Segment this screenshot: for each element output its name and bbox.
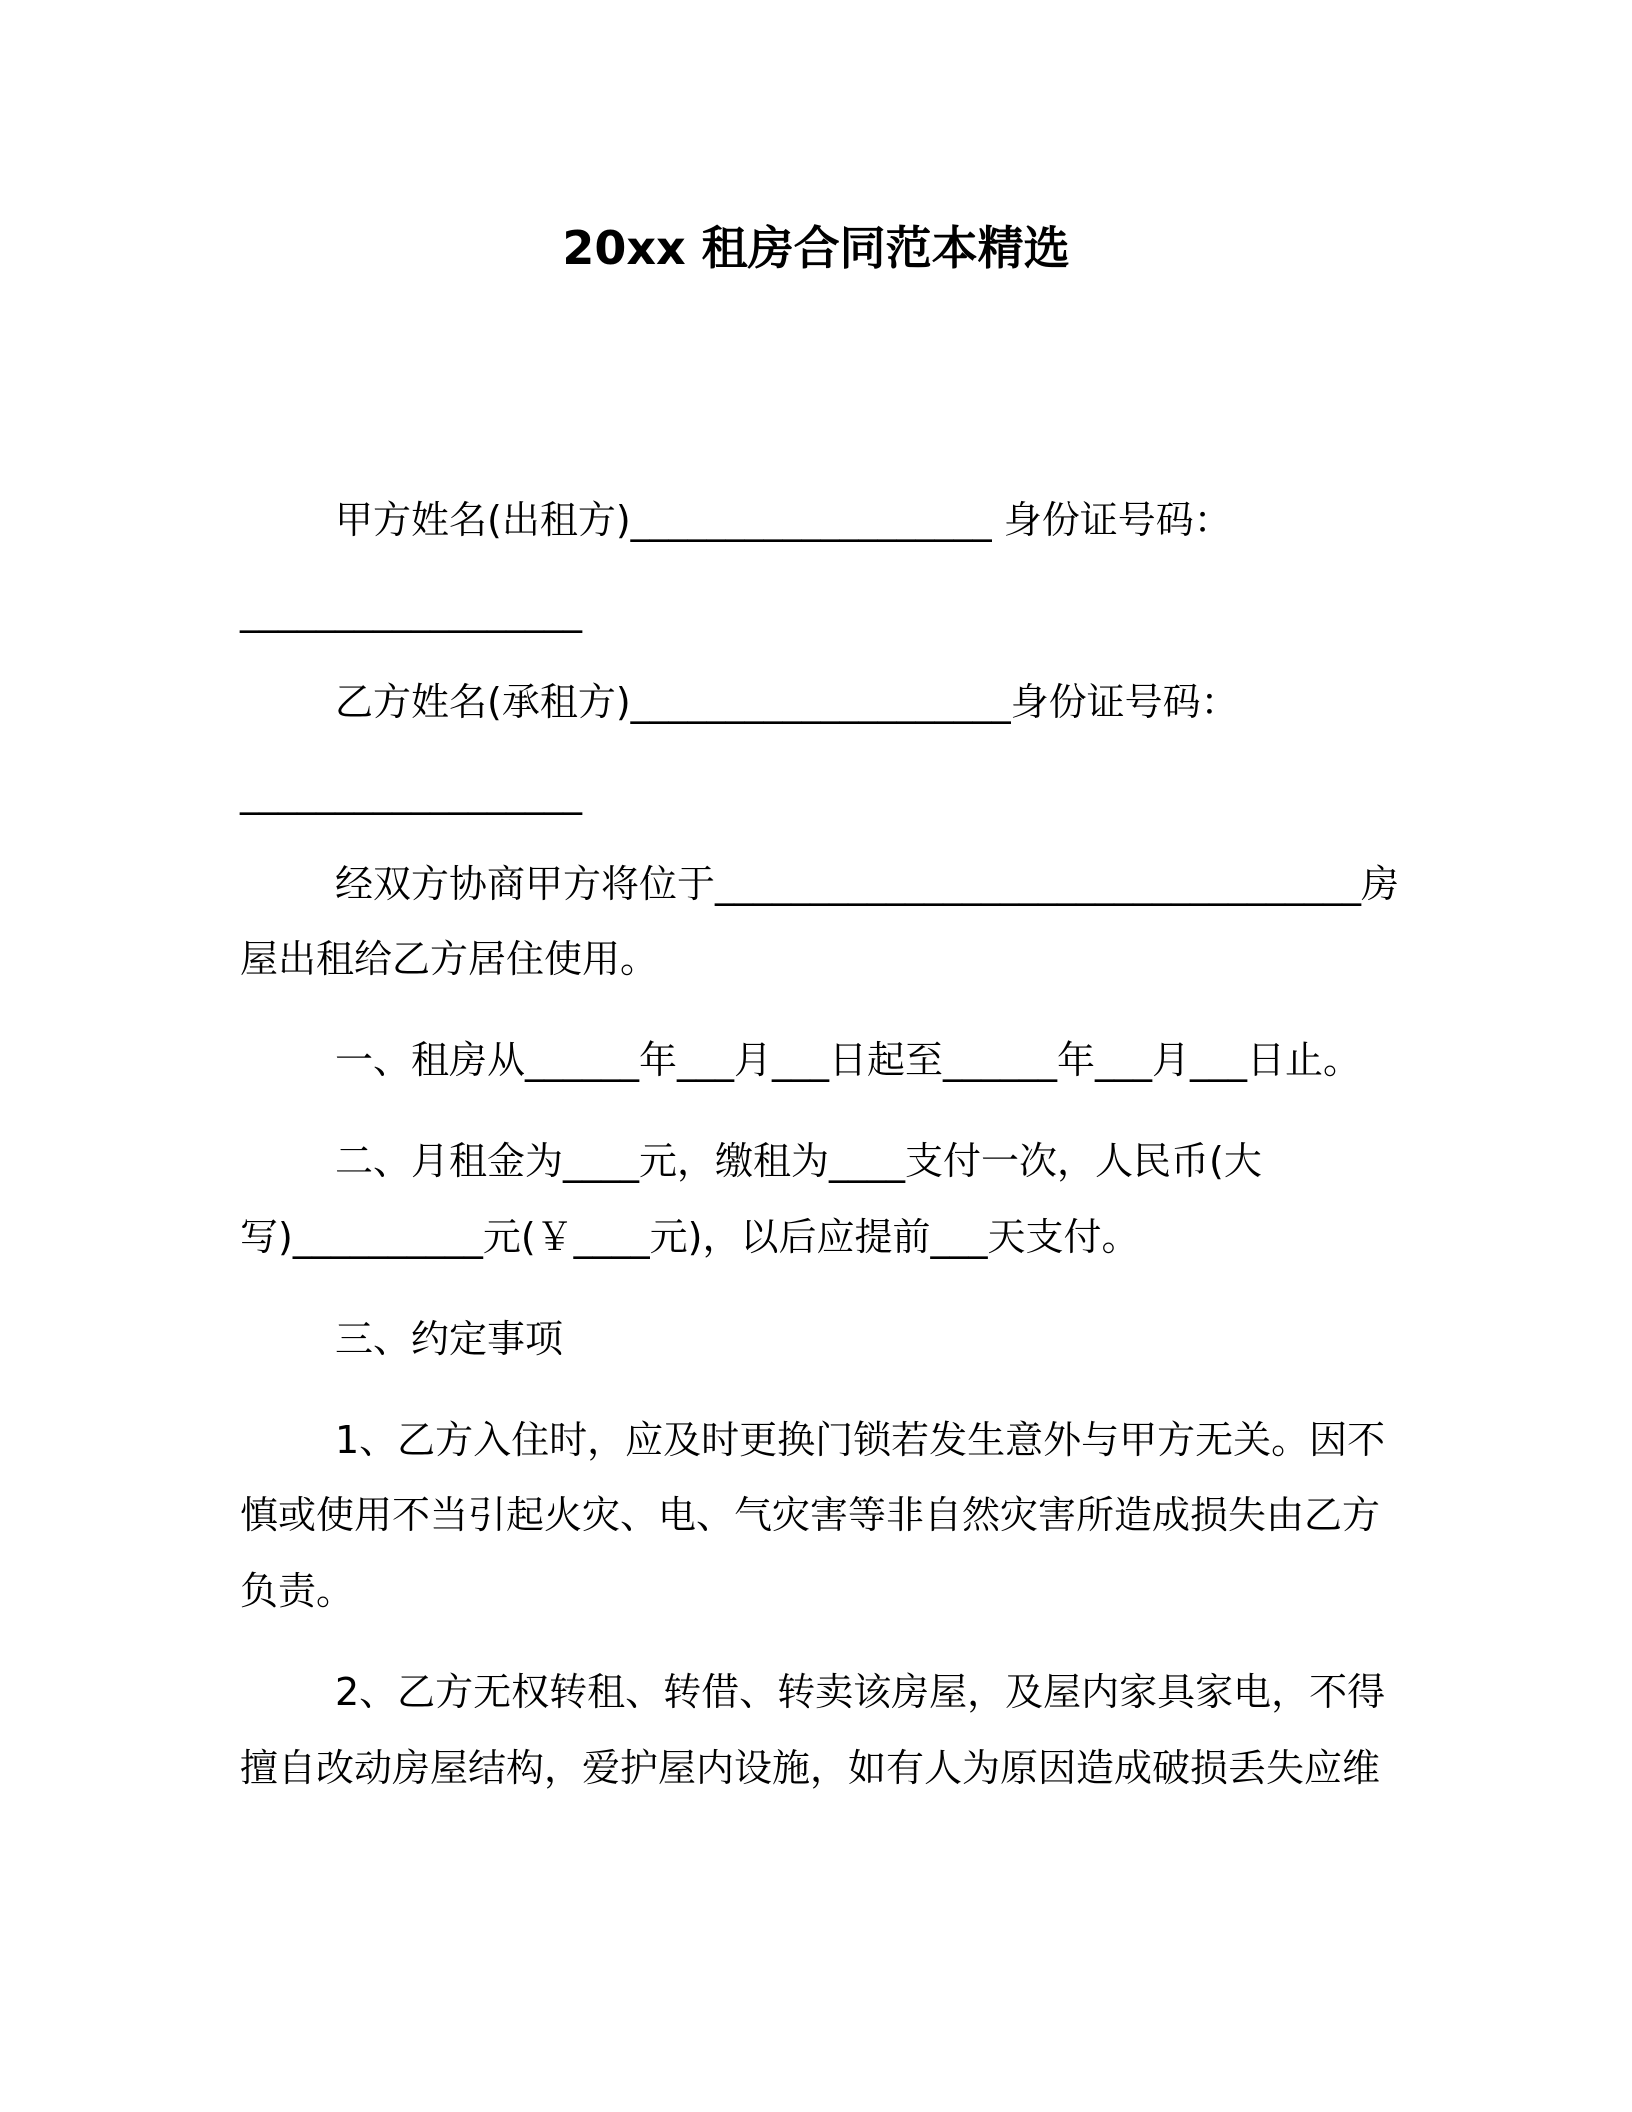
clause-2-rent-line-1: 二、月租金为____元，缴租为____支付一次，人民币(大: [335, 1139, 1262, 1183]
property-usage-line: 屋出租给乙方居住使用。: [240, 937, 659, 981]
party-b-id-blank: __________________: [240, 771, 582, 815]
document-title: 20xx 租房合同范本精选: [562, 221, 1070, 275]
clause-1-rental-period: 一、租房从______年___月___日起至______年___月___日止。: [335, 1038, 1362, 1082]
item-1-line-2: 慎或使用不当引起火灾、电、气灾害等非自然灾害所造成损失由乙方: [240, 1493, 1381, 1537]
item-2-line-1: 2、乙方无权转租、转借、转卖该房屋，及屋内家具家电，不得: [335, 1670, 1386, 1714]
item-2-line-2: 擅自改动房屋结构，爱护屋内设施，如有人为原因造成破损丢失应维: [240, 1746, 1381, 1790]
property-location-line: 经双方协商甲方将位于__________________________________房: [335, 862, 1400, 906]
clause-2-rent-line-2: 写)__________元(￥____元)，以后应提前___天支付。: [240, 1215, 1140, 1259]
clause-3-heading: 三、约定事项: [335, 1317, 564, 1361]
party-a-line: 甲方姓名(出租方)___________________ 身份证号码：: [335, 498, 1232, 542]
party-b-line: 乙方姓名(承租方)____________________身份证号码：: [335, 680, 1239, 724]
item-1-line-1: 1、乙方入住时，应及时更换门锁若发生意外与甲方无关。因不: [335, 1418, 1386, 1462]
item-1-line-3: 负责。: [240, 1569, 355, 1613]
party-a-id-blank: __________________: [240, 589, 582, 633]
